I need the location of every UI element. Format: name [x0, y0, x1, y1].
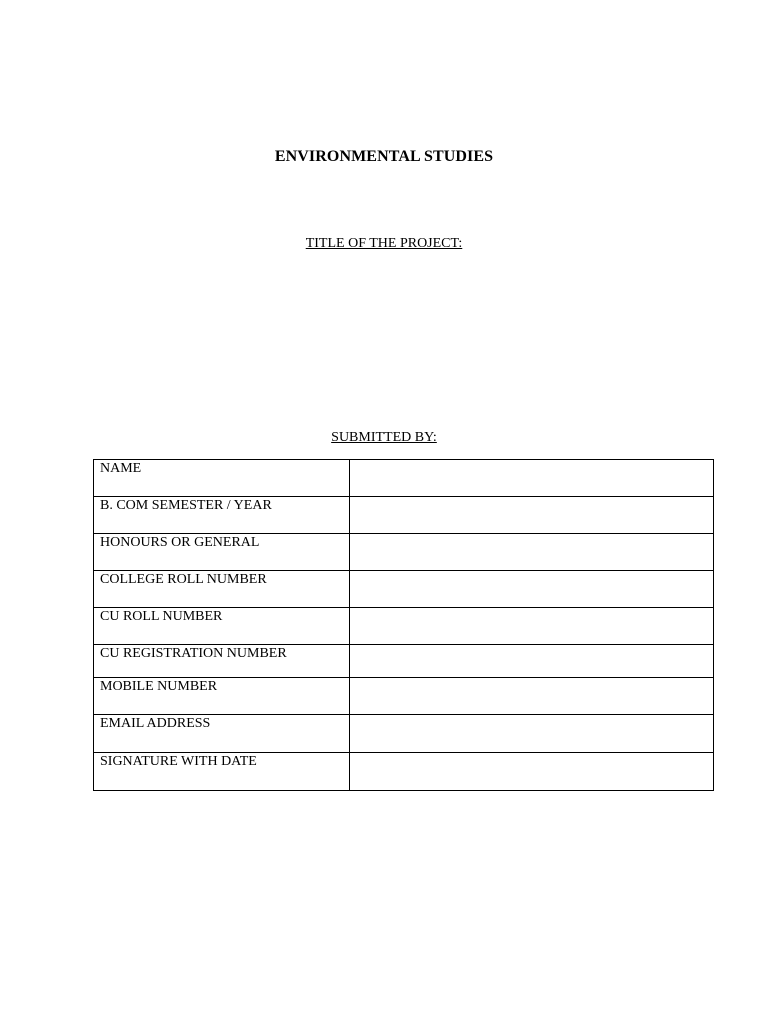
honours-general-label: HONOURS OR GENERAL — [94, 534, 350, 571]
project-title-label: TITLE OF THE PROJECT: — [305, 236, 463, 251]
table-row-name — [94, 460, 714, 497]
college-roll-number-label: COLLEGE ROLL NUMBER — [94, 571, 350, 608]
table-row-semester-year — [94, 497, 714, 534]
mobile-number-value-field[interactable] — [350, 678, 714, 715]
table-row-mobile-number — [94, 678, 714, 715]
signature-with-date-value-field[interactable] — [350, 753, 714, 791]
mobile-number-label: MOBILE NUMBER — [94, 678, 350, 715]
cu-registration-number-value-field[interactable] — [350, 645, 714, 678]
cu-roll-number-label: CU ROLL NUMBER — [94, 608, 350, 645]
table-row-cu-roll-number — [94, 608, 714, 645]
semester-year-label: B. COM SEMESTER / YEAR — [94, 497, 350, 534]
table-row-honours-general — [94, 534, 714, 571]
college-roll-number-value-field[interactable] — [350, 571, 714, 608]
table-row-college-roll-number — [94, 571, 714, 608]
table-row-signature-with-date — [94, 753, 714, 791]
document-heading: ENVIRONMENTAL STUDIES — [274, 148, 494, 165]
student-details-table — [93, 459, 714, 791]
semester-year-value-field[interactable] — [350, 497, 714, 534]
table-row-email-address — [94, 715, 714, 753]
signature-with-date-label: SIGNATURE WITH DATE — [94, 753, 350, 791]
email-address-value-field[interactable] — [350, 715, 714, 753]
submitted-by-label: SUBMITTED BY: — [331, 430, 437, 445]
cu-roll-number-value-field[interactable] — [350, 608, 714, 645]
email-address-label: EMAIL ADDRESS — [94, 715, 350, 753]
cu-registration-number-label: CU REGISTRATION NUMBER — [94, 645, 350, 678]
table-row-cu-registration-number — [94, 645, 714, 678]
honours-general-value-field[interactable] — [350, 534, 714, 571]
name-label: NAME — [94, 460, 350, 497]
name-value-field[interactable] — [350, 460, 714, 497]
